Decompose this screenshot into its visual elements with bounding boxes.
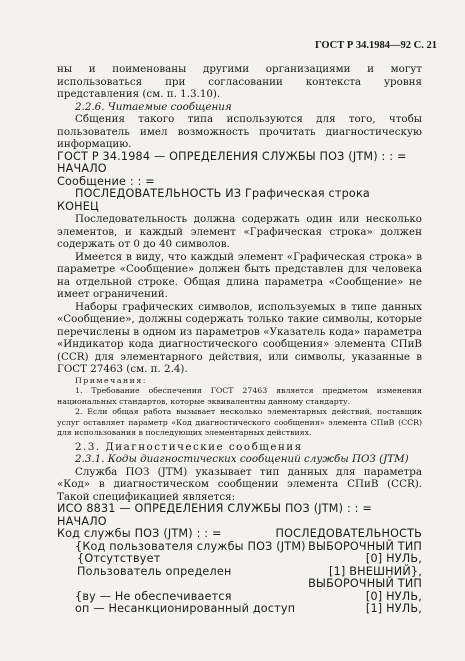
note-1: 1. Требование обеспечения ГОСТ 27463 является предметом изменения национальных стандартов, которые эквивалентны данному стандарту. [57, 386, 422, 406]
paragraph: ны и поименованы другими организациями и могут использоваться при согласовании контекста уровня представления (см. п. 1.3.10). [57, 63, 422, 100]
asn1-right: ВЫБОРОЧНЫЙ ТИП [308, 539, 422, 553]
asn1-line: Сообщение : : = [57, 174, 155, 188]
asn1-left: {ву — Не обеспечивается [75, 589, 232, 603]
asn1-line: ИСО 8831 — ОПРЕДЕЛЕНИЯ СЛУЖБЫ ПОЗ (JTM) : : = [57, 502, 372, 515]
page-header: ГОСТ Р 34.1984—92 С. 21 [314, 40, 437, 51]
asn1-row [57, 528, 422, 541]
asn1-right: ВЫБОРОЧНЫЙ ТИП [308, 577, 422, 590]
paragraph: Служба ПОЗ (JTM) указывает тип данных для параметра «Код» в диагностическом сообщении элемента СПиВ (CCR). Такой спецификацией является: [57, 465, 422, 503]
section-heading-2-2-6: 2.2.6. Читаемые сообщения [75, 100, 232, 113]
asn1-left: Код службы ПОЗ (JTM) : : = [57, 527, 222, 540]
section-heading-2-3-1: 2.3.1. Коды диагностических сообщений службы ПОЗ (JTM) [75, 453, 409, 465]
asn1-right: [0] НУЛЬ, [365, 589, 422, 603]
notes-title: Примечания: [75, 375, 147, 385]
note-2: 2. Если общая работа вызывает несколько элементарных действий, поставщик услуг оставляет параметр «Код диагностического сообщения» элемента СПиВ (CCR) для использования в последующих элементарных действиях. [57, 407, 422, 437]
asn1-right: [0] НУЛЬ, [365, 552, 422, 565]
asn1-left: {Код пользователя службы ПОЗ (JTM) [75, 539, 306, 553]
asn1-left: оп — Несанкционированный доступ [75, 602, 296, 615]
iso-asn1-block [57, 503, 422, 616]
asn1-row [57, 553, 422, 566]
asn1-line: КОНЕЦ [57, 199, 99, 213]
section-heading-2-3: 2.3. Диагностические сообщения [75, 440, 303, 453]
paragraph: Имеется в виду, что каждый элемент «Графическая строка» в параметре «Сообщение» должен быть представлен для человека на отдельной строке. Общая длина параметра «Сообщение» не имеет ограничений. [57, 250, 422, 300]
page-body [57, 63, 422, 616]
asn1-line: НАЧАЛО [57, 162, 107, 175]
asn1-line: ГОСТ Р 34.1984 — ОПРЕДЕЛЕНИЯ СЛУЖБЫ ПОЗ (JTM) : : = [57, 149, 407, 163]
asn1-line: НАЧАЛО [57, 514, 107, 528]
asn1-row [57, 578, 422, 591]
asn1-line: ПОСЛЕДОВАТЕЛЬНОСТЬ ИЗ Графическая строка [75, 187, 370, 200]
paragraph: Наборы графических символов, используемых в типе данных «Сообщение», должны содержать только такие символы, которые перечислены в одном из параметров «Указатель кода» параметра «Индикатор кода диагностического сообщения» элемента СПиВ (CCR) для элементарного действия, или символы, указанные в ГОСТ 27463 (см. п. 2.4). [57, 300, 422, 375]
asn1-left: {Отсутствует [77, 552, 161, 565]
paragraph: Последовательность должна содержать один или несколько элементов, и каждый элемент «Графическая строка» должен содержать от 0 до 40 символов. [57, 213, 422, 250]
notes-block [57, 376, 422, 439]
asn1-left: Пользователь определен [77, 564, 232, 578]
asn1-right: [1] НУЛЬ, [365, 602, 422, 615]
asn1-right: [1] ВНЕШНИЙ}, [329, 564, 422, 578]
paragraph: Сбщения такого типа используются для того, чтобы пользователь имел возможность прочитать диагностическую информацию. [57, 113, 422, 150]
asn1-right: ПОСЛЕДОВАТЕЛЬНОСТЬ [275, 527, 422, 540]
asn1-row [57, 603, 422, 616]
asn1-block [57, 151, 422, 214]
